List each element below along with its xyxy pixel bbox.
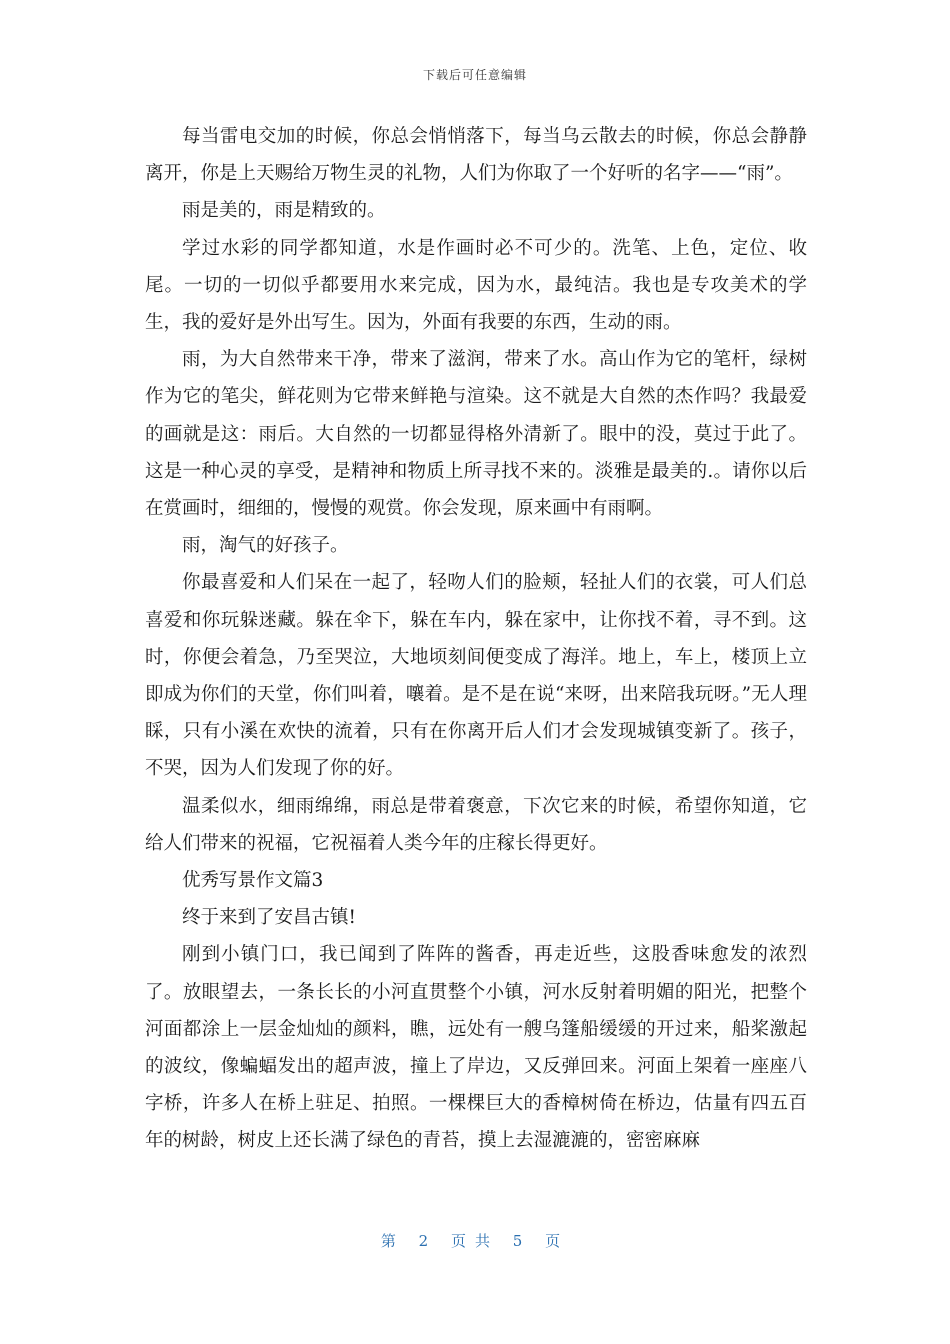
paragraph: 学过水彩的同学都知道，水是作画时必不可少的。洗笔、上色，定位、收尾。一切的一切似乎都要用水来完成，因为水，最纯洁。我也是专攻美术的学生，我的爱好是外出写生。因为，外面有我要的东西，生动的雨。 [145, 237, 807, 334]
paragraph: 雨，为大自然带来干净，带来了滋润，带来了水。高山作为它的笔杆，绿树作为它的笔尖，鲜花则为它带来鲜艳与渲染。这不就是大自然的杰作吗？我最爱的画就是这：雨后。大自然的一切都显得格外清新了。眼中的没，莫过于此了。这是一种心灵的享受，是精神和物质上所寻找不来的。淡雅是最美的.。请你以后在赏画时，细细的，慢慢的观赏。你会发现，原来画中有雨啊。 [145, 349, 807, 520]
page-number: 第 2 页共 5 页 [380, 1232, 570, 1250]
document-body [145, 118, 807, 1160]
page-header: 下载后可任意编辑 [422, 68, 527, 82]
paragraph: 终于来到了安昌古镇! [182, 907, 356, 929]
paragraph: 雨，淘气的好孩子。 [182, 535, 349, 557]
paragraph: 你最喜爱和人们呆在一起了，轻吻人们的脸颊，轻扯人们的衣裳，可人们总喜爱和你玩躲迷藏。躲在伞下，躲在车内，躲在家中，让你找不着，寻不到。这时，你便会着急，乃至哭泣，大地顷刻间便变成了海洋。地上，车上，楼顶上立即成为你们的天堂，你们叫着，嚷着。是不是在说“来呀，出来陪我玩呀。”无人理睬，只有小溪在欢快的流着，只有在你离开后人们才会发现城镇变新了。孩子，不哭，因为人们发现了你的好。 [145, 572, 807, 780]
paragraph: 每当雷电交加的时候，你总会悄悄落下，每当乌云散去的时候，你总会静静离开，你是上天赐给万物生灵的礼物，人们为你取了一个好听的名字——“雨”。 [145, 126, 807, 185]
paragraph: 雨是美的，雨是精致的。 [182, 200, 386, 222]
paragraph: 温柔似水，细雨绵绵，雨总是带着褒意，下次它来的时候，希望你知道，它给人们带来的祝福，它祝福着人类今年的庄稼长得更好。 [145, 795, 807, 854]
section-heading: 优秀写景作文篇3 [182, 870, 324, 892]
paragraph: 刚到小镇门口，我已闻到了阵阵的酱香，再走近些，这股香味愈发的浓烈了。放眼望去，一条长长的小河直贯整个小镇，河水反射着明媚的阳光，把整个河面都涂上一层金灿灿的颜料，瞧，远处有一艘乌篷船缓缓的开过来，船桨激起的波纹，像蝙蝠发出的超声波，撞上了岸边，又反弹回来。河面上架着一座座八字桥，许多人在桥上驻足、拍照。一棵棵巨大的香樟树倚在桥边，估量有四五百年的树龄，树皮上还长满了绿色的青苔，摸上去湿漉漉的，密密麻麻 [145, 944, 807, 1152]
